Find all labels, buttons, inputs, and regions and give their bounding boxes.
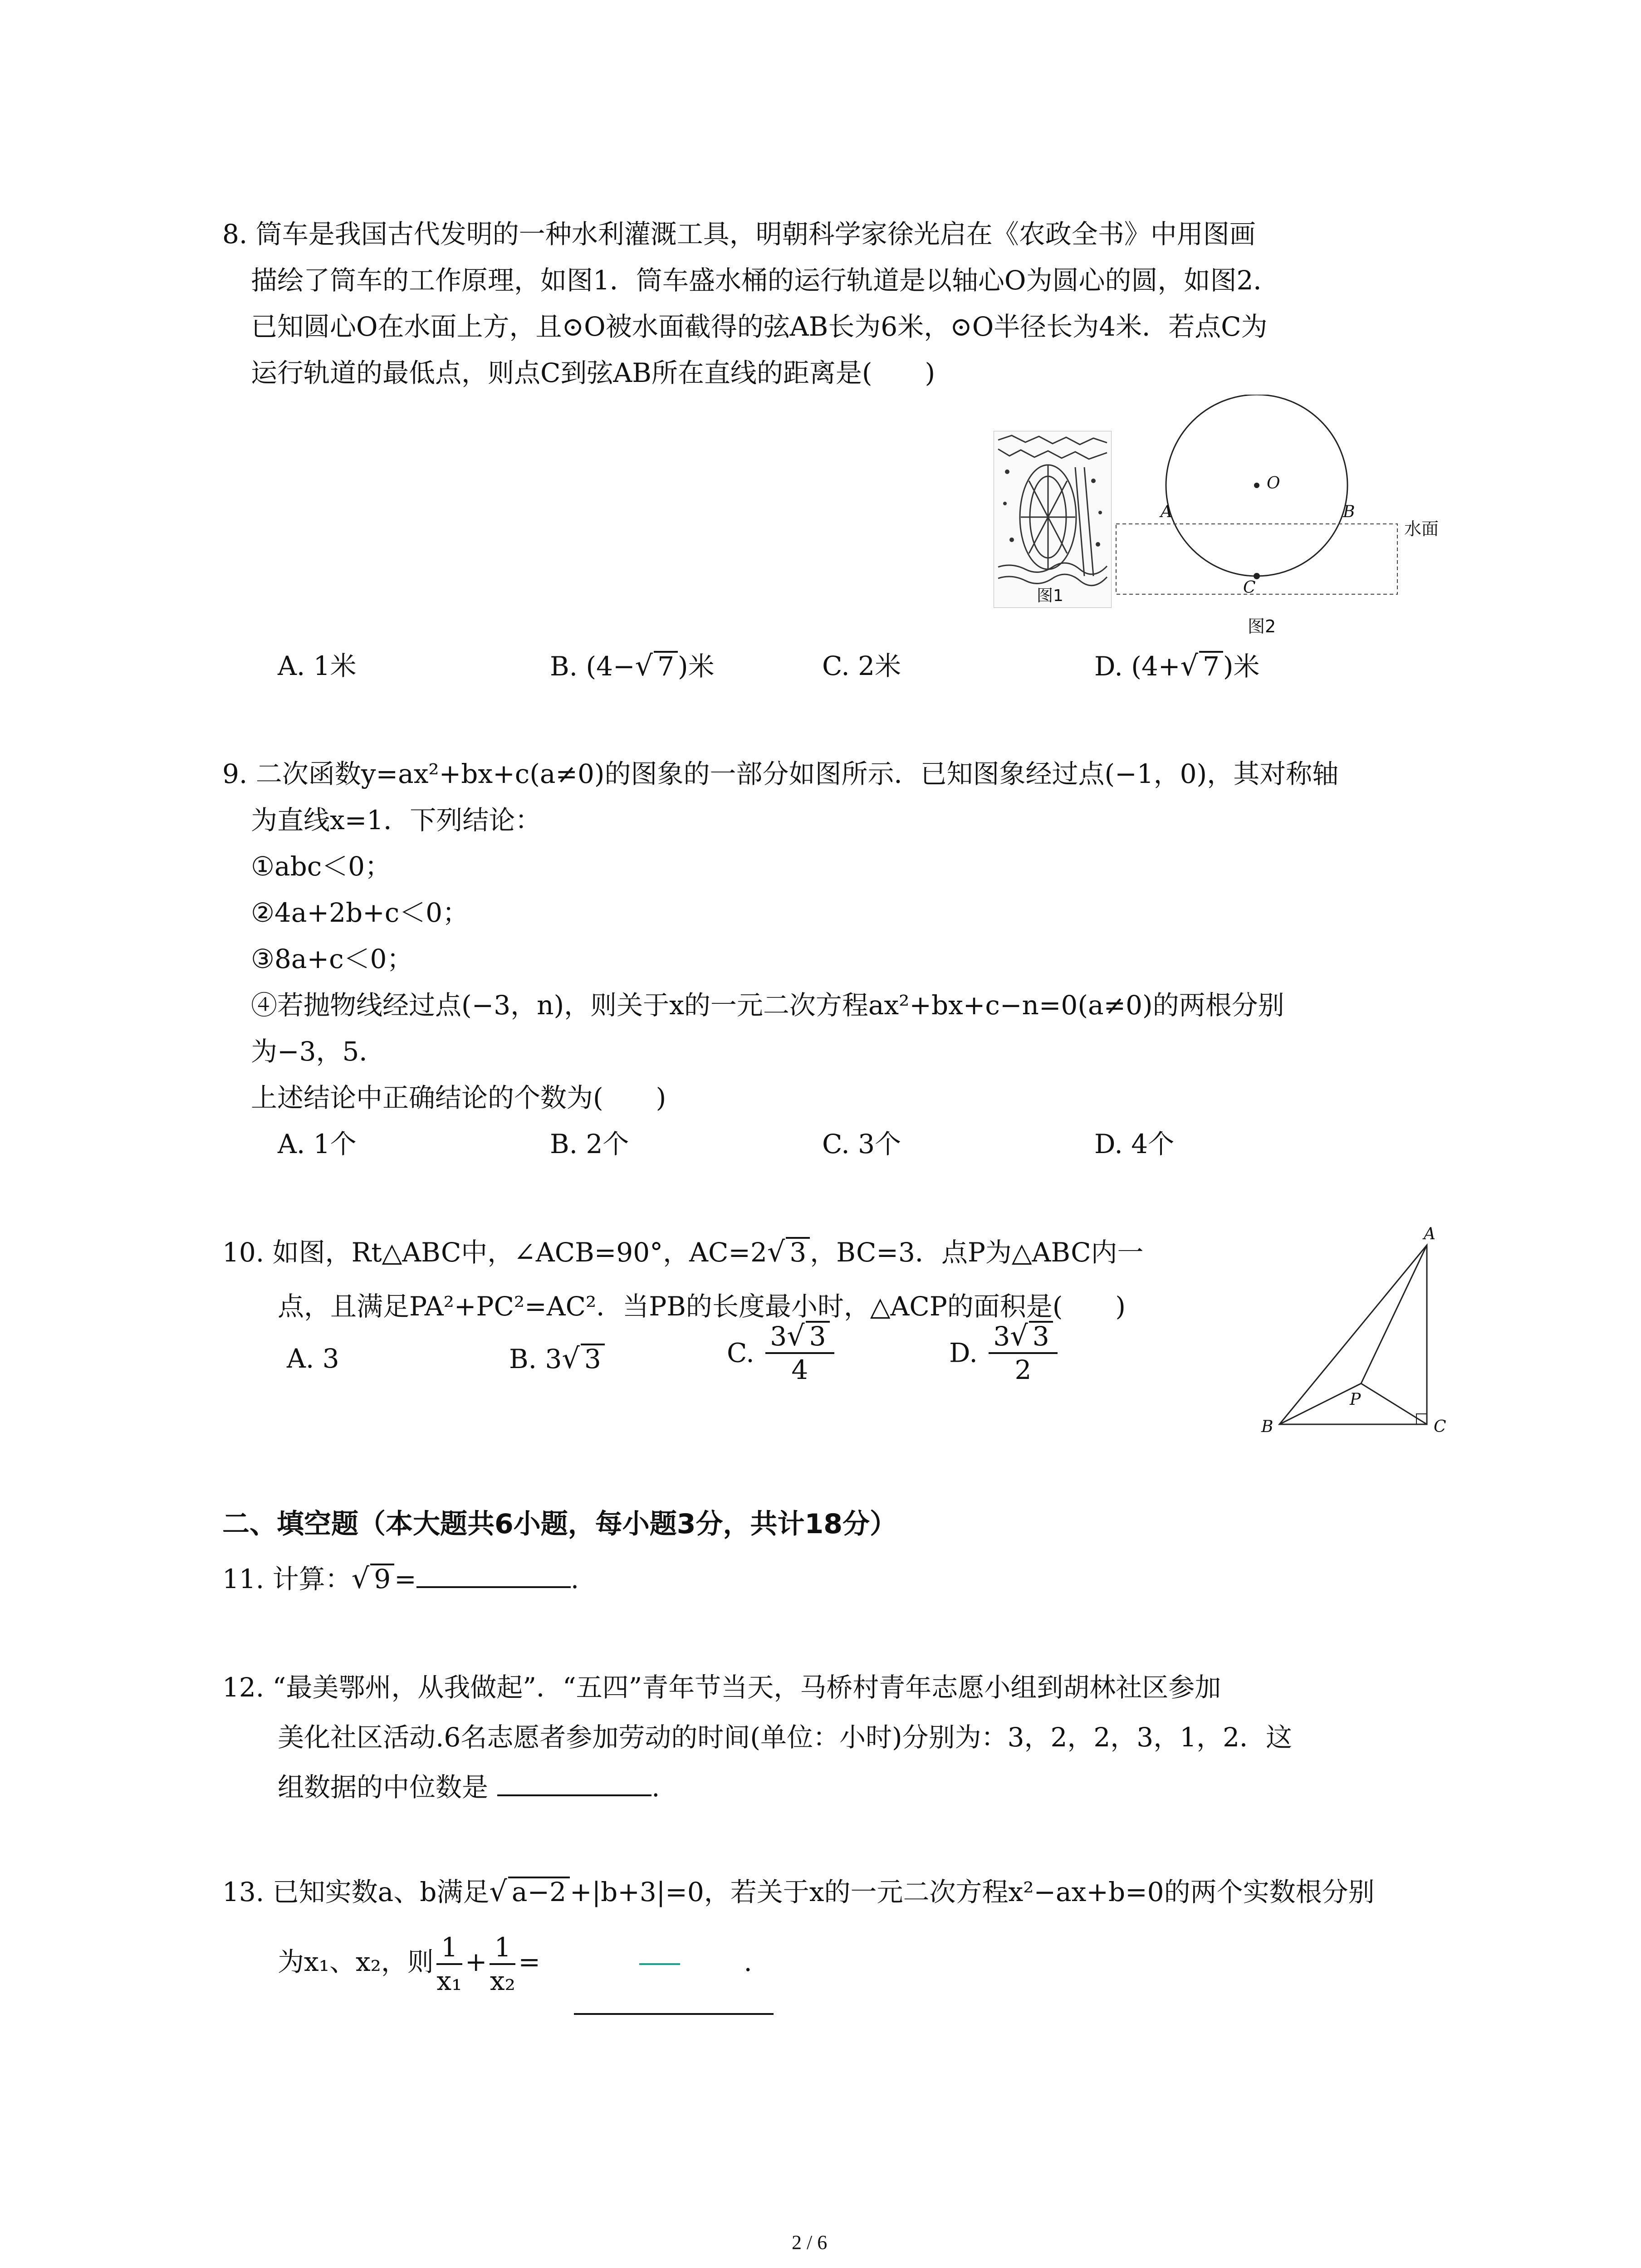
q8-line-3: 已知圆心O在水面上方，且⊙O被水面截得的弦AB长为6米，⊙O半径长为4米．若点C为 (251, 311, 1268, 342)
tri-label-b: B (1261, 1418, 1274, 1436)
q13-teal-mark (639, 1963, 680, 1965)
q9-conclusion-4a: ④若抛物线经过点(−3，n)，则关于x的一元二次方程ax²+bx+c−n=0(a≠0)的两根分别 (251, 990, 1284, 1021)
figure-1-caption: 图1 (1037, 587, 1063, 605)
label-c: C (1243, 578, 1256, 597)
q9-conclusion-3: ③8a+c＜0； (251, 943, 413, 974)
label-a: A (1161, 503, 1172, 521)
q10-option-d: D. $\frac{3√ 3}{2}$ (949, 1320, 1060, 1386)
q9-conclusion-2: ②4a+2b+c＜0； (251, 897, 469, 928)
water-region (1116, 524, 1397, 594)
q13-line-2: 为x₁、x₂，则 $\frac{1}{\text{x₁}}$ + $\frac{1}{\text{x₂}}$ = . (278, 1931, 752, 1996)
q8-option-c: C. 2米 (822, 650, 901, 681)
water-wheel-illustration (994, 431, 1112, 608)
section-2-heading: 二、填空题（本大题共6小题，每小题3分，共计18分） (222, 1508, 897, 1540)
q11-line: 11. 计算：√ 9 = . (222, 1562, 579, 1595)
q9-option-d: D. 4个 (1094, 1129, 1175, 1159)
segment-pc (1361, 1383, 1427, 1424)
q9-option-b: B. 2个 (550, 1129, 629, 1159)
label-b: B (1343, 503, 1355, 521)
tri-label-a: A (1424, 1225, 1435, 1243)
q12-answer-blank[interactable] (497, 1769, 652, 1796)
q8-option-b: B. (4−√ 7 )米 (550, 649, 715, 682)
q10-option-a: A. 3 (287, 1343, 339, 1374)
q8-line-4: 运行轨道的最低点，则点C到弦AB所在直线的距离是( ) (251, 357, 936, 388)
figure-2-caption: 图2 (1248, 616, 1276, 636)
page-number: 2 / 6 (792, 2231, 828, 2253)
q10-option-b: B. 3√ 3 (509, 1340, 605, 1377)
q10-triangle-figure (1248, 1225, 1456, 1442)
segment-pb (1279, 1383, 1361, 1424)
q11-answer-blank[interactable] (416, 1561, 571, 1588)
q8-figure-2 (1107, 395, 1461, 649)
q8-figure-1 (994, 431, 1112, 608)
q9-option-a: A. 1个 (278, 1129, 357, 1159)
tri-label-c: C (1434, 1418, 1446, 1436)
center-point-o (1254, 483, 1259, 488)
q9-line-1: 9. 二次函数y=ax²+bx+c(a≠0)的图象的一部分如图所示．已知图象经过点(−1，0)，其对称轴 (222, 758, 1339, 789)
q9-question: 上述结论中正确结论的个数为( ) (251, 1082, 666, 1113)
q8-option-a: A. 1米 (278, 650, 357, 681)
q12-line-2: 美化社区活动.6名志愿者参加劳动的时间(单位：小时)分别为：3，2，2，3，1，2．这 (278, 1722, 1293, 1753)
q9-conclusion-4b: 为−3，5． (251, 1036, 386, 1067)
q10-line-2: 点，且满足PA²+PC²=AC²．当PB的长度最小时，△ACP的面积是( ) (278, 1291, 1126, 1322)
q9-option-c: C. 3个 (822, 1129, 901, 1159)
label-o: O (1267, 474, 1280, 493)
q10-line-1: 10. 如图，Rt△ABC中，∠ACB=90°，AC=2√ 3 ，BC=3．点P为△ABC内一 (222, 1235, 1144, 1268)
q8-line-2: 描绘了筒车的工作原理，如图1．筒车盛水桶的运行轨道是以轴心O为圆心的圆，如图2． (251, 265, 1280, 296)
q8-line-1: 8. 筒车是我国古代发明的一种水利灌溉工具，明朝科学家徐光启在《农政全书》中用图画 (222, 219, 1256, 249)
right-triangle-diagram (1248, 1225, 1456, 1442)
q8-option-d: D. (4+√ 7 )米 (1094, 649, 1260, 682)
q12-line-1: 12. “最美鄂州，从我做起”．“五四”青年节当天，马桥村青年志愿小组到胡林社区参加 (222, 1672, 1221, 1703)
q9-line-2: 为直线x=1．下列结论： (251, 805, 542, 836)
q10-option-c: C. $\frac{3√ 3}{4}$ (727, 1320, 837, 1386)
segment-pa (1361, 1245, 1427, 1383)
label-water: 水面 (1404, 519, 1439, 539)
tri-label-p: P (1350, 1390, 1361, 1409)
q13-line-1: 13. 已知实数a、b满足√ a−2 +|b+3|=0，若关于x的一元二次方程x²−ax+b=0的两个实数根分别 (222, 1875, 1375, 1908)
q13-answer-blank[interactable] (574, 2013, 774, 2015)
q12-line-3: 组数据的中位数是 . (278, 1769, 660, 1805)
q9-conclusion-1: ①abc＜0； (251, 851, 392, 882)
